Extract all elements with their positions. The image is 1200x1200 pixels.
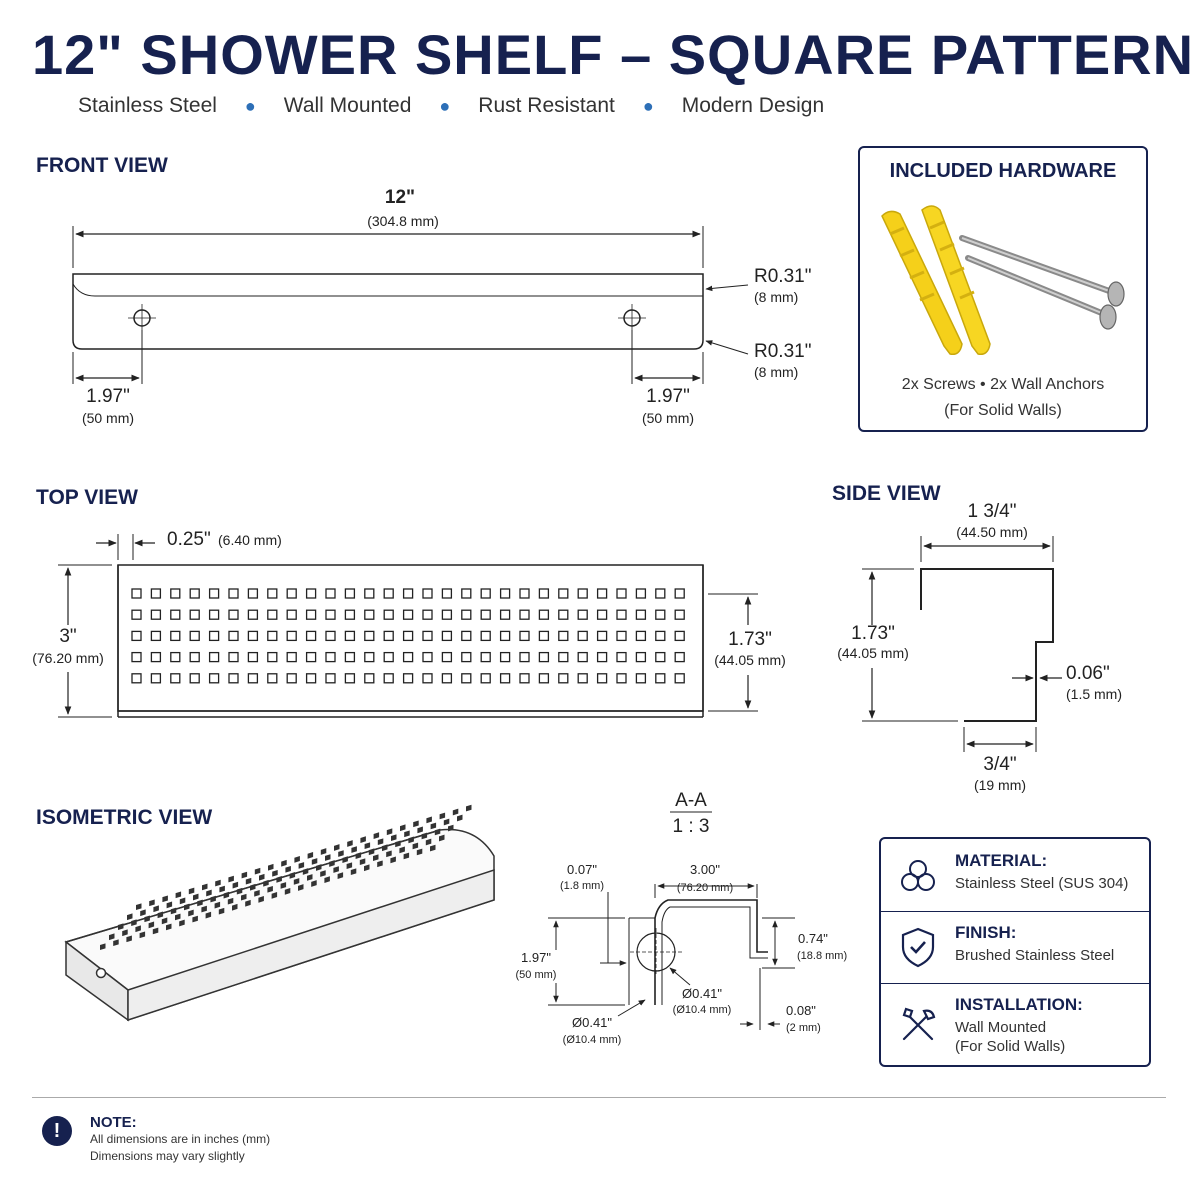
front-view-title: FRONT VIEW bbox=[36, 154, 168, 177]
perforation-hole bbox=[210, 674, 219, 683]
front-radius-top: R0.31" bbox=[754, 266, 812, 287]
perforation-hole bbox=[365, 589, 374, 598]
side-height: 1.73" bbox=[851, 623, 895, 644]
isometric-hole bbox=[246, 878, 252, 885]
perforation-hole bbox=[462, 631, 471, 640]
perforation-hole bbox=[287, 631, 296, 640]
perforation-hole bbox=[462, 653, 471, 662]
perforation-hole bbox=[675, 674, 684, 683]
perforation-hole bbox=[636, 610, 645, 619]
front-view-drawing bbox=[73, 226, 748, 384]
perforation-hole bbox=[171, 653, 180, 662]
installation-value bbox=[955, 1018, 1083, 1056]
perforation-hole bbox=[442, 589, 451, 598]
perforation-hole bbox=[229, 674, 238, 683]
perforation-hole bbox=[345, 631, 354, 640]
perforation-hole bbox=[326, 610, 335, 619]
feature-item: Stainless Steel bbox=[78, 94, 217, 117]
side-top-width-mm: (44.50 mm) bbox=[956, 524, 1028, 540]
isometric-hole bbox=[299, 862, 305, 869]
isometric-hole bbox=[127, 913, 133, 920]
hardware-contents: 2x Screws • 2x Wall Anchors bbox=[901, 376, 1105, 393]
perforation-hole bbox=[384, 589, 393, 598]
perforation-hole bbox=[248, 674, 257, 683]
side-thickness: 0.06" bbox=[1066, 663, 1110, 684]
tools-icon bbox=[881, 983, 955, 1067]
perforation-hole bbox=[171, 674, 180, 683]
isometric-hole bbox=[351, 846, 357, 853]
perforation-hole bbox=[656, 674, 665, 683]
section-hole-a: Ø0.41" bbox=[571, 1015, 613, 1030]
perforation-hole bbox=[384, 631, 393, 640]
perforation-hole bbox=[210, 653, 219, 662]
isometric-hole bbox=[176, 891, 182, 898]
front-length-label: 12" bbox=[384, 187, 416, 208]
section-height-mm: (50 mm) bbox=[515, 969, 557, 981]
front-radius-top-mm: (8 mm) bbox=[754, 289, 799, 305]
isometric-hole bbox=[325, 854, 331, 861]
perforation-hole bbox=[248, 610, 257, 619]
isometric-hole bbox=[140, 909, 146, 916]
section-height: 1.97" bbox=[521, 950, 551, 965]
front-hole-right-mm: (50 mm) bbox=[641, 410, 695, 426]
isometric-hole bbox=[378, 838, 384, 845]
isometric-hole bbox=[321, 848, 327, 855]
perforation-hole bbox=[210, 631, 219, 640]
isometric-hole bbox=[431, 823, 437, 830]
perforation-hole bbox=[423, 653, 432, 662]
isometric-hole bbox=[413, 820, 419, 827]
perforation-hole bbox=[190, 610, 199, 619]
front-radius-bottom-mm: (8 mm) bbox=[754, 364, 799, 380]
isometric-hole bbox=[334, 844, 340, 851]
perforation-hole bbox=[287, 653, 296, 662]
perforation-hole bbox=[636, 631, 645, 640]
perforation-hole bbox=[151, 589, 160, 598]
perforation-hole bbox=[132, 653, 141, 662]
side-view-title: SIDE VIEW bbox=[832, 482, 941, 505]
isometric-hole bbox=[215, 880, 221, 887]
section-aa-drawing bbox=[548, 812, 795, 1030]
installation-label: INSTALLATION: bbox=[955, 995, 1083, 1014]
hardware-note: (For Solid Walls) bbox=[944, 402, 1062, 419]
front-hole-left: 1.97" bbox=[86, 386, 130, 407]
isometric-view-title: ISOMETRIC VIEW bbox=[36, 806, 213, 829]
perforation-hole bbox=[675, 610, 684, 619]
isometric-hole bbox=[440, 813, 446, 820]
perforation-hole bbox=[151, 653, 160, 662]
material-icon bbox=[881, 839, 955, 911]
top-pattern-height: 1.73" bbox=[728, 629, 772, 650]
perforation-hole bbox=[559, 653, 568, 662]
perforation-hole bbox=[248, 653, 257, 662]
perforation-hole bbox=[481, 674, 490, 683]
feature-item: Rust Resistant bbox=[478, 94, 615, 117]
isometric-hole bbox=[360, 836, 366, 843]
top-pattern-height-mm: (44.05 mm) bbox=[714, 652, 786, 668]
isometric-hole bbox=[255, 868, 260, 875]
perforation-hole bbox=[501, 653, 510, 662]
top-margin-label: 0.25" bbox=[167, 529, 211, 550]
screws-anchors-image bbox=[860, 194, 1146, 374]
perforation-hole bbox=[307, 589, 316, 598]
perforation-hole bbox=[520, 653, 529, 662]
perforation-hole bbox=[442, 653, 451, 662]
finish-value: Brushed Stainless Steel bbox=[955, 947, 1115, 964]
perforation-hole bbox=[501, 631, 510, 640]
note-label: NOTE: bbox=[90, 1114, 137, 1131]
isometric-hole bbox=[162, 895, 168, 902]
perforation-hole bbox=[481, 610, 490, 619]
isometric-hole bbox=[228, 876, 234, 883]
perforation-hole bbox=[190, 589, 199, 598]
side-view-drawing bbox=[862, 536, 1062, 752]
perforation-hole bbox=[578, 631, 587, 640]
perforation-hole bbox=[132, 674, 141, 683]
isometric-hole bbox=[281, 860, 287, 867]
spec-row-installation bbox=[881, 983, 1149, 1067]
perforation-hole bbox=[675, 589, 684, 598]
material-label: MATERIAL: bbox=[955, 851, 1048, 870]
isometric-hole bbox=[365, 842, 371, 849]
perforation-hole bbox=[268, 589, 277, 598]
isometric-hole bbox=[391, 834, 397, 841]
perforation-hole bbox=[229, 610, 238, 619]
isometric-hole bbox=[444, 819, 450, 826]
isometric-hole bbox=[387, 828, 393, 835]
front-hole-left-mm: (50 mm) bbox=[81, 410, 135, 426]
isometric-hole bbox=[417, 827, 423, 834]
perforation-hole bbox=[442, 610, 451, 619]
perforation-hole bbox=[578, 610, 587, 619]
perforation-hole bbox=[171, 631, 180, 640]
section-thickness-mm: (2 mm) bbox=[786, 1022, 821, 1034]
perforation-hole bbox=[307, 610, 316, 619]
front-length-mm: (304.8 mm) bbox=[367, 213, 439, 229]
perforation-hole bbox=[559, 589, 568, 598]
perforation-hole bbox=[229, 589, 238, 598]
perforation-hole bbox=[307, 674, 316, 683]
exclamation-icon: ! bbox=[42, 1116, 72, 1146]
perforation-hole bbox=[404, 674, 413, 683]
isometric-hole bbox=[312, 858, 318, 865]
perforation-hole bbox=[190, 631, 199, 640]
perforation-hole bbox=[384, 653, 393, 662]
perforation-hole bbox=[190, 653, 199, 662]
perforation-hole bbox=[384, 610, 393, 619]
perforation-hole bbox=[151, 631, 160, 640]
perforation-hole bbox=[132, 631, 141, 640]
side-top-width: 1 3/4" bbox=[967, 501, 1017, 522]
perforation-hole bbox=[520, 674, 529, 683]
perforation-hole bbox=[229, 631, 238, 640]
spec-row-finish bbox=[881, 911, 1149, 984]
perforation-hole bbox=[404, 589, 413, 598]
perforation-hole bbox=[365, 631, 374, 640]
front-radius-bottom: R0.31" bbox=[754, 341, 812, 362]
perforation-hole bbox=[539, 610, 548, 619]
perforation-hole bbox=[326, 653, 335, 662]
perforation-hole bbox=[501, 589, 510, 598]
isometric-hole bbox=[136, 903, 142, 910]
isometric-hole bbox=[193, 894, 199, 901]
perforation-hole bbox=[539, 589, 548, 598]
perforation-hole bbox=[307, 631, 316, 640]
isometric-hole bbox=[259, 874, 265, 881]
perforation-hole bbox=[287, 610, 296, 619]
perforation-hole bbox=[462, 674, 471, 683]
perforation-hole bbox=[501, 674, 510, 683]
perforation-hole bbox=[578, 589, 587, 598]
hardware-title: INCLUDED HARDWARE bbox=[889, 160, 1117, 182]
bullet-icon: ● bbox=[642, 95, 654, 116]
perforation-hole bbox=[345, 674, 354, 683]
perforation-hole bbox=[539, 631, 548, 640]
top-depth-label: 3" bbox=[59, 626, 77, 647]
isometric-hole bbox=[400, 824, 406, 831]
perforation-hole bbox=[442, 631, 451, 640]
shield-check-icon bbox=[881, 911, 955, 983]
perforation-hole bbox=[423, 631, 432, 640]
isometric-hole bbox=[308, 852, 314, 859]
isometric-hole bbox=[347, 840, 353, 847]
perforation-hole bbox=[656, 653, 665, 662]
perforation-hole bbox=[268, 610, 277, 619]
isometric-hole bbox=[338, 850, 344, 857]
screw-icon bbox=[962, 238, 1124, 306]
perforation-hole bbox=[210, 589, 219, 598]
perforation-hole bbox=[132, 610, 141, 619]
isometric-hole bbox=[180, 898, 186, 905]
perforation-hole bbox=[345, 610, 354, 619]
perforation-hole bbox=[345, 589, 354, 598]
feature-item: Modern Design bbox=[681, 94, 825, 117]
perforation-hole bbox=[248, 631, 257, 640]
perforation-hole bbox=[636, 674, 645, 683]
top-depth-mm: (76.20 mm) bbox=[32, 650, 104, 666]
top-margin-mm: (6.40 mm) bbox=[218, 532, 282, 548]
perforation-hole bbox=[578, 653, 587, 662]
perforation-hole bbox=[636, 589, 645, 598]
perforation-hole bbox=[539, 674, 548, 683]
isometric-hole bbox=[466, 805, 472, 812]
perforation-hole bbox=[481, 589, 490, 598]
perforation-hole bbox=[365, 674, 374, 683]
section-label: A-A bbox=[675, 790, 707, 811]
side-height-mm: (44.05 mm) bbox=[837, 645, 909, 661]
perforation-hole bbox=[598, 610, 607, 619]
perforation-hole bbox=[404, 610, 413, 619]
perforation-hole bbox=[559, 631, 568, 640]
perforation-hole bbox=[501, 610, 510, 619]
perforation-hole bbox=[404, 631, 413, 640]
isometric-hole bbox=[219, 886, 225, 893]
isometric-hole bbox=[404, 830, 410, 837]
perforation-hole bbox=[462, 610, 471, 619]
perforation-hole bbox=[229, 653, 238, 662]
side-bottom-width: 3/4" bbox=[983, 754, 1017, 775]
top-view-title: TOP VIEW bbox=[36, 486, 138, 509]
isometric-hole bbox=[167, 902, 173, 909]
perforation-hole bbox=[423, 674, 432, 683]
top-view-drawing bbox=[58, 534, 758, 717]
section-gap: 0.07" bbox=[567, 862, 597, 877]
section-width: 3.00" bbox=[690, 862, 720, 877]
installation-value-line2: (For Solid Walls) bbox=[955, 1038, 1066, 1055]
isometric-hole bbox=[285, 866, 291, 873]
perforation-hole bbox=[404, 653, 413, 662]
perforation-hole bbox=[675, 653, 684, 662]
isometric-hole bbox=[233, 882, 239, 889]
feature-item: Wall Mounted bbox=[283, 94, 412, 117]
section-flange-mm: (18.8 mm) bbox=[797, 950, 848, 962]
perforation-hole bbox=[656, 589, 665, 598]
section-hole-a-mm: (Ø10.4 mm) bbox=[562, 1034, 622, 1046]
perforation-hole bbox=[190, 674, 199, 683]
isometric-hole bbox=[268, 864, 274, 871]
side-bottom-width-mm: (19 mm) bbox=[973, 777, 1027, 793]
perforation-hole bbox=[268, 674, 277, 683]
perforation-hole bbox=[423, 610, 432, 619]
perforation-hole bbox=[598, 653, 607, 662]
perforation-hole bbox=[598, 674, 607, 683]
perforation-hole bbox=[520, 610, 529, 619]
perforation-hole bbox=[636, 653, 645, 662]
perforation-hole bbox=[617, 653, 626, 662]
perforation-hole bbox=[539, 653, 548, 662]
isometric-hole bbox=[202, 884, 208, 891]
perforation-hole bbox=[598, 589, 607, 598]
perforation-hole bbox=[617, 610, 626, 619]
perforation-hole bbox=[598, 631, 607, 640]
isometric-hole bbox=[272, 870, 278, 877]
section-hole-b-mm: (Ø10.4 mm) bbox=[672, 1004, 732, 1016]
isometric-hole bbox=[149, 899, 155, 906]
isometric-hole bbox=[206, 890, 212, 897]
perforation-hole bbox=[132, 589, 141, 598]
section-hole-b: Ø0.41" bbox=[681, 986, 723, 1001]
bullet-icon: ● bbox=[244, 95, 256, 116]
perforation-hole bbox=[287, 589, 296, 598]
perforation-grid bbox=[132, 589, 684, 683]
section-scale: 1 : 3 bbox=[672, 816, 710, 837]
isometric-hole bbox=[294, 856, 300, 863]
isometric-hole bbox=[426, 817, 432, 824]
finish-label: FINISH: bbox=[955, 923, 1017, 942]
perforation-hole bbox=[481, 653, 490, 662]
perforation-hole bbox=[326, 589, 335, 598]
perforation-hole bbox=[481, 631, 490, 640]
installation-value-line1: Wall Mounted bbox=[955, 1019, 1047, 1036]
isometric-hole bbox=[453, 809, 459, 816]
front-hole-right: 1.97" bbox=[646, 386, 690, 407]
perforation-hole bbox=[287, 674, 296, 683]
perforation-hole bbox=[345, 653, 354, 662]
perforation-hole bbox=[365, 610, 374, 619]
isometric-hole bbox=[242, 872, 248, 879]
section-width-mm: (76.20 mm) bbox=[676, 882, 734, 894]
perforation-hole bbox=[675, 631, 684, 640]
perforation-hole bbox=[326, 631, 335, 640]
included-hardware-panel bbox=[858, 146, 1148, 432]
perforation-hole bbox=[559, 610, 568, 619]
spec-row-material bbox=[881, 839, 1149, 912]
perforation-hole bbox=[578, 674, 587, 683]
page-title: 12" SHOWER SHELF – SQUARE PATTERN bbox=[32, 23, 1195, 86]
note-line-2: Dimensions may vary slightly bbox=[90, 1149, 245, 1163]
perforation-hole bbox=[326, 674, 335, 683]
perforation-hole bbox=[442, 674, 451, 683]
perforation-hole bbox=[365, 653, 374, 662]
perforation-hole bbox=[520, 631, 529, 640]
isometric-hole bbox=[189, 888, 195, 895]
perforation-hole bbox=[171, 589, 180, 598]
perforation-hole bbox=[268, 631, 277, 640]
isometric-hole bbox=[457, 815, 463, 822]
perforation-hole bbox=[559, 674, 568, 683]
note-line-1: All dimensions are in inches (mm) bbox=[90, 1132, 271, 1146]
perforation-hole bbox=[151, 610, 160, 619]
isometric-hole bbox=[374, 832, 380, 839]
perforation-hole bbox=[656, 610, 665, 619]
isometric-shelf-drawing bbox=[66, 830, 494, 1020]
specifications-panel bbox=[879, 837, 1151, 1067]
perforation-hole bbox=[617, 631, 626, 640]
section-flange: 0.74" bbox=[798, 931, 828, 946]
isometric-hole bbox=[153, 905, 159, 912]
perforation-hole bbox=[248, 589, 257, 598]
perforation-hole bbox=[384, 674, 393, 683]
perforation-hole bbox=[462, 589, 471, 598]
perforation-hole bbox=[151, 674, 160, 683]
footer-divider bbox=[32, 1097, 1166, 1098]
perforation-hole bbox=[656, 631, 665, 640]
material-value: Stainless Steel (SUS 304) bbox=[955, 875, 1129, 892]
perforation-hole bbox=[520, 589, 529, 598]
bullet-icon: ● bbox=[439, 95, 451, 116]
perforation-hole bbox=[617, 674, 626, 683]
section-gap-mm: (1.8 mm) bbox=[560, 880, 604, 892]
section-thickness: 0.08" bbox=[786, 1003, 816, 1018]
perforation-hole bbox=[210, 610, 219, 619]
perforation-hole bbox=[617, 589, 626, 598]
note-section bbox=[42, 1114, 270, 1165]
perforation-hole bbox=[423, 589, 432, 598]
perforation-hole bbox=[307, 653, 316, 662]
perforation-hole bbox=[171, 610, 180, 619]
perforation-hole bbox=[268, 653, 277, 662]
side-thickness-mm: (1.5 mm) bbox=[1066, 686, 1122, 702]
